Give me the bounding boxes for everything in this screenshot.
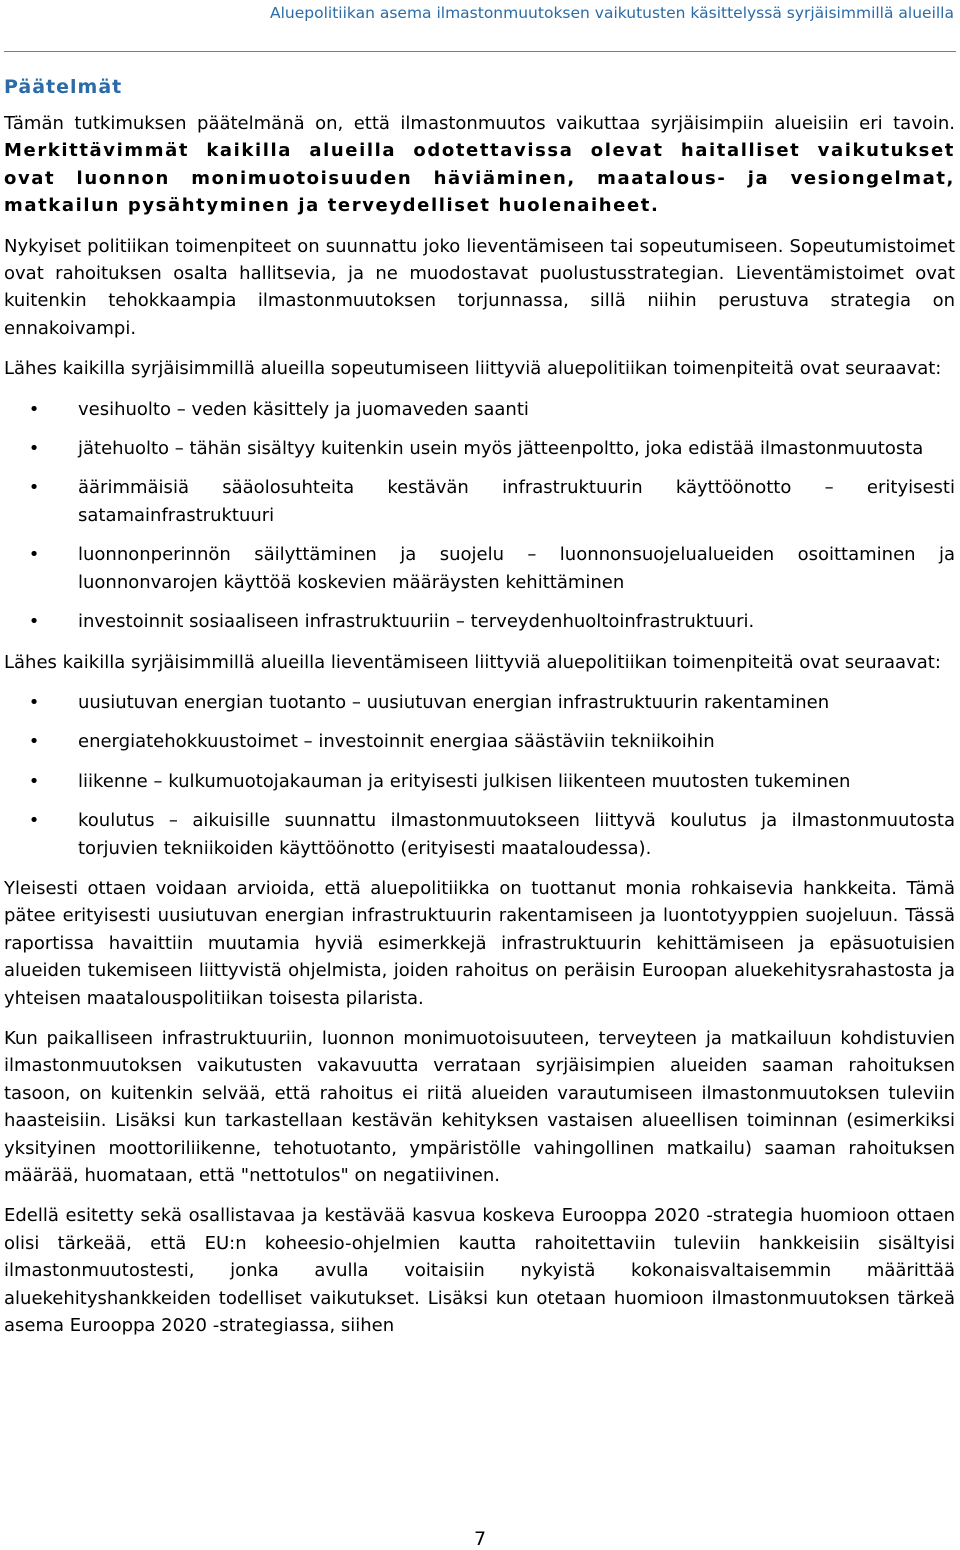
mitigation-measures-list bbox=[4, 689, 955, 862]
list-item: • energiatehokkuustoimet – investoinnit energiaa säästäviin tekniikoihin bbox=[4, 728, 955, 755]
section-title: Päätelmät bbox=[4, 76, 123, 98]
bullet-icon: • bbox=[28, 398, 40, 420]
bullet-icon: • bbox=[28, 810, 40, 832]
list-item: • investoinnit sosiaaliseen infrastruktuuriin – terveydenhuoltoinfrastruktuuri. bbox=[4, 608, 955, 635]
list-item: • vesihuolto – veden käsittely ja juomaveden saanti bbox=[4, 396, 955, 423]
list-item: • jätehuolto – tähän sisältyy kuitenkin usein myös jätteenpoltto, joka edistää ilmastonmuutosta bbox=[4, 435, 955, 462]
page-number: 7 bbox=[473, 1528, 487, 1550]
bullet-icon: • bbox=[28, 438, 40, 460]
bullet-icon: • bbox=[28, 691, 40, 713]
list-item: • äärimmäisiä sääolosuhteita kestävän infrastruktuurin käyttöönotto – erityisesti satamainfrastruktuuri bbox=[4, 474, 955, 529]
paragraph-evaluation: Yleisesti ottaen voidaan arvioida, että aluepolitiikka on tuottanut monia rohkaisevia hankkeita. Tämä pätee erityisesti uusiutuvan energian infrastruktuurin rakentamiseen ja luontotyyppien suojeluun. Tässä raportissa havaittiin muutamia hyviä esimerkkejä infrastruktuurin kehittämiseen ja epäsuotuisien alueiden tukemiseen liittyvistä ohjelmista, joiden rahoitus on peräisin Euroopan aluekehitysrahastosta ja yhteisen maatalouspolitiikan toisesta pilarista. bbox=[4, 877, 955, 1009]
bullet-icon: • bbox=[28, 731, 40, 753]
bullet-icon: • bbox=[28, 611, 40, 633]
list-item: • koulutus – aikuisille suunnattu ilmastonmuutokseen liittyvä koulutus ja ilmastonmuutosta torjuvien tekniikoiden käyttöönotto (erityisesti maataloudessa). bbox=[4, 807, 955, 862]
bullet-icon: • bbox=[28, 544, 40, 566]
adaptation-measures-list bbox=[4, 396, 955, 636]
running-header: Aluepolitiikan asema ilmastonmuutoksen vaikutusten käsittelyssä syrjäisimmillä alueilla bbox=[269, 4, 954, 22]
paragraph-funding-gap: Kun paikalliseen infrastruktuuriin, luonnon monimuotoisuuteen, terveyteen ja matkailuun kohdistuvien ilmastonmuutoksen vaikutusten vakavuutta verrataan syrjäisimpien alueiden saaman rahoituksen tasoon, on kuitenkin selvää, että rahoitus ei riitä alueiden varautumiseen ilmastonmuutoksen tuleviin haasteisiin. Lisäksi kun tarkastellaan kestävän kehityksen vastaisen alueellisen toiminnan (esimerkiksi yksityinen moottoriliikenne, tehotuotanto, ympäristölle vahingollinen matkailu) saaman rahoituksen määrää, huomataan, että "nettotulos" on negatiivinen. bbox=[4, 1027, 955, 1186]
list-item: • uusiutuvan energian tuotanto – uusiutuvan energian infrastruktuurin rakentaminen bbox=[4, 689, 955, 716]
paragraph-recommendation: Edellä esitetty sekä osallistavaa ja kestävää kasvua koskeva Eurooppa 2020 -strategia huomioon ottaen olisi tärkeää, että EU:n koheesio-ohjelmien kautta rahoitettaviin tuleviin hankkeisiin sisältyisi ilmastonmuutostesti, jonka avulla voitaisiin nykyistä kokonaisvaltaisemmin määrittää aluekehityshankkeiden todelliset vaikutukset. Lisäksi kun otetaan huomioon ilmastonmuutoksen tärkeä asema Eurooppa 2020 -strategiassa, siihen bbox=[4, 1205, 955, 1337]
list-item: • liikenne – kulkumuotojakauman ja erityisesti julkisen liikenteen muutosten tukeminen bbox=[4, 768, 955, 795]
bullet-icon: • bbox=[28, 770, 40, 792]
key-finding-text: Merkittävimmät kaikilla alueilla odotettavissa olevat haitalliset vaikutukset ovat luonnon monimuotoisuuden häviäminen, maatalous- ja vesiongelmat, matkailun pysähtyminen ja terveydelliset huolenaiheet. bbox=[4, 140, 955, 217]
document-body bbox=[4, 76, 955, 1352]
bullet-icon: • bbox=[28, 477, 40, 499]
paragraph-mitigation-intro: Lähes kaikilla syrjäisimmillä alueilla lieventämiseen liittyviä aluepolitiikan toimenpiteitä ovat seuraavat: bbox=[4, 651, 941, 673]
paragraph-text: Tämän tutkimuksen päätelmänä on, että ilmastonmuutos vaikuttaa syrjäisimpiin alueisiin eri tavoin. bbox=[4, 113, 955, 134]
paragraph-adaptation-intro: Lähes kaikilla syrjäisimmillä alueilla sopeutumiseen liittyviä aluepolitiikan toimenpiteitä ovat seuraavat: bbox=[4, 358, 942, 380]
list-item: • luonnonperinnön säilyttäminen ja suojelu – luonnonsuojelualueiden osoittaminen ja luonnonvarojen käyttöä koskevien määräysten kehittäminen bbox=[4, 541, 955, 596]
header-divider bbox=[4, 51, 956, 52]
paragraph-policy-measures: Nykyiset politiikan toimenpiteet on suunnattu joko lieventämiseen tai sopeutumiseen. Sopeutumistoimet ovat rahoituksen osalta hallitsevia, ja ne muodostavat puolustusstrategian. Lieventämistoimet ovat kuitenkin tehokkaampia ilmastonmuutoksen torjunnassa, sillä niihin perustuva strategia on ennakoivampi. bbox=[4, 235, 955, 339]
paragraph-conclusion bbox=[4, 110, 955, 220]
